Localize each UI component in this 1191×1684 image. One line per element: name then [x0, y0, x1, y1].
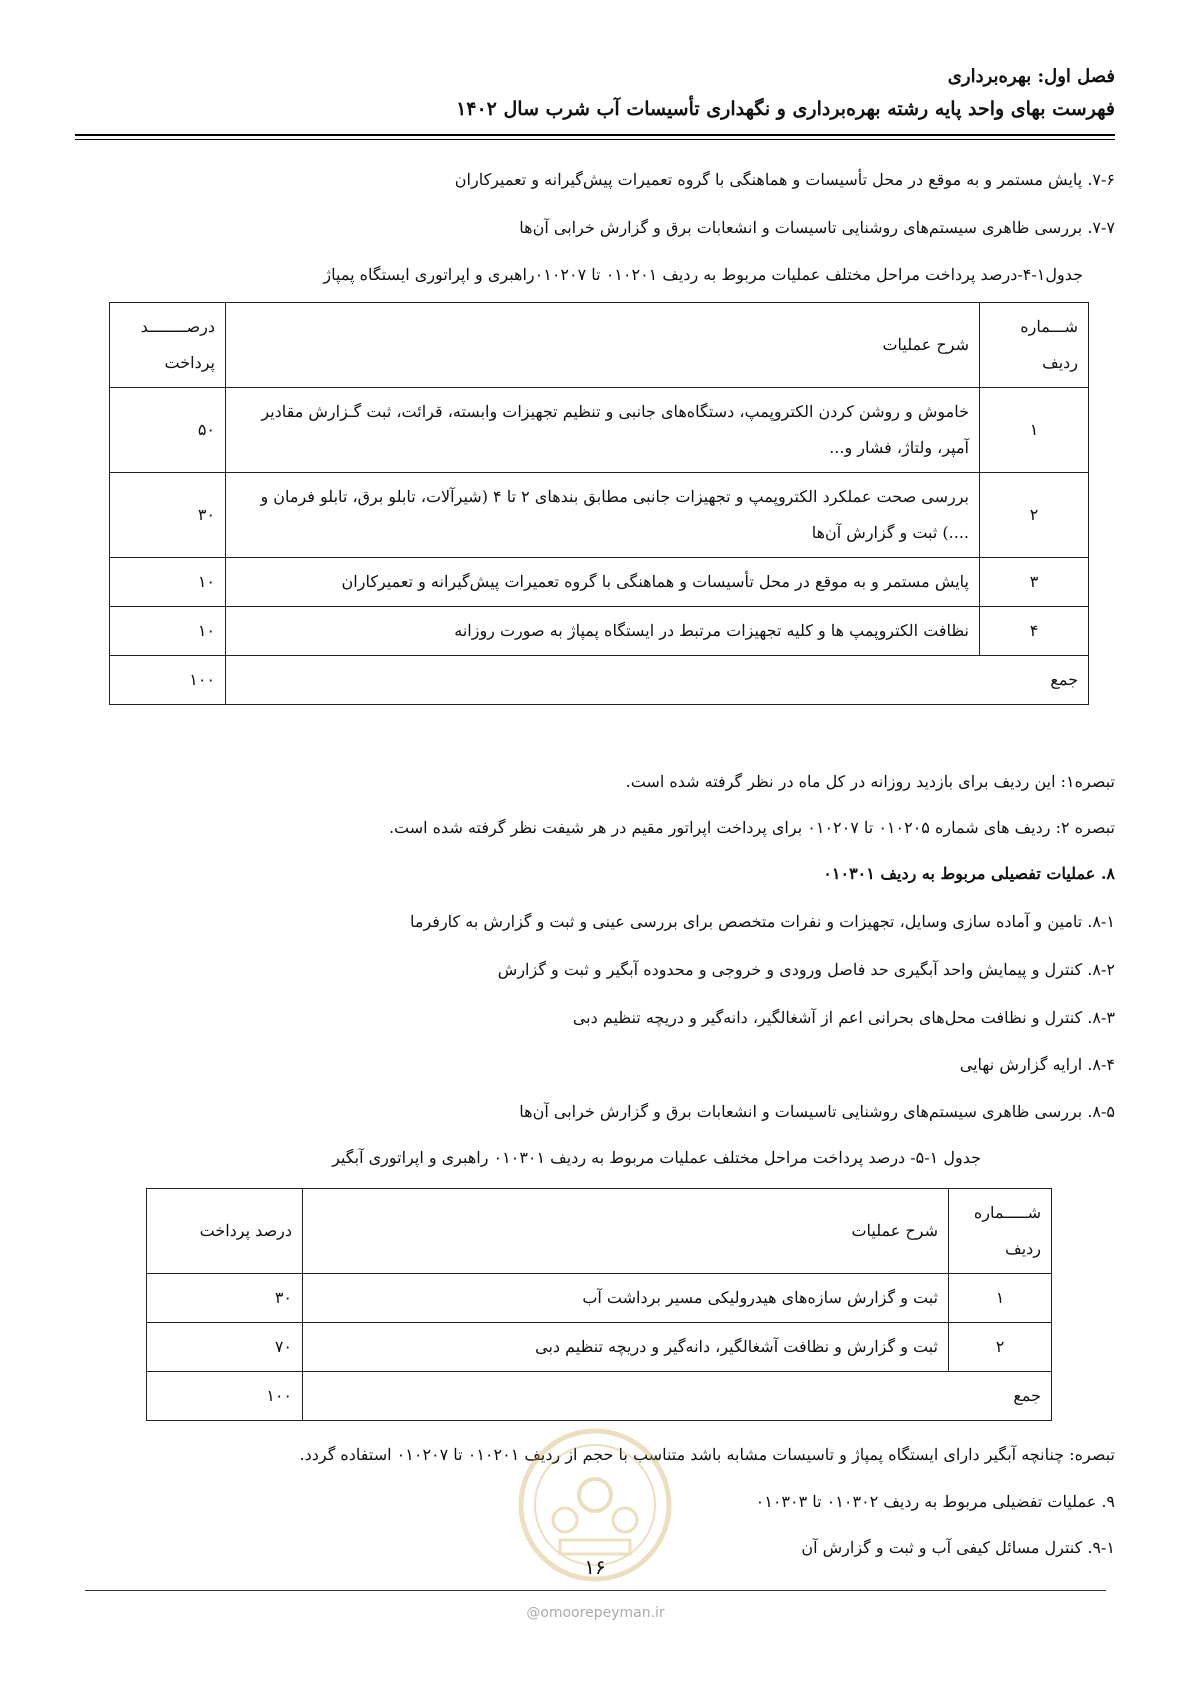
table-row [110, 558, 1089, 607]
header-row-number: شـــــماره ردیف [949, 1189, 1052, 1274]
note-2: تبصره ۲: ردیف های شماره ۰۱۰۲۰۵ تا ۰۱۰۲۰۷ برای پرداخت اپراتور مقیم در هر شیفت نظر گرفته شده است. [388, 818, 1115, 837]
section-9-title: ۹. عملیات تفضیلی مربوط به ردیف ۰۱۰۳۰۲ تا ۰۱۰۳۰۳ [755, 1492, 1115, 1511]
table-header-row [147, 1189, 1052, 1274]
item-8-3: ۸-۳. کنترل و نظافت محل‌های بحرانی اعم از آشغالگیر، دانه‌گیر و دریچه تنظیم دبی [572, 1008, 1115, 1027]
total-label: جمع [303, 1372, 1052, 1421]
header-rule [75, 134, 1115, 136]
row-number: ۲ [980, 473, 1089, 558]
table-row [147, 1323, 1052, 1372]
row-percent: ۱۰ [110, 558, 226, 607]
row-number: ۳ [980, 558, 1089, 607]
item-9-1: ۹-۱. کنترل مسائل کیفی آب و ثبت و گزارش آن [801, 1538, 1115, 1557]
item-7-7: ۷-۷. بررسی ظاهری سیستم‌های روشنایی تاسیسات و انشعابات برق و گزارش خرابی آن‌ها [519, 218, 1115, 237]
table-row [110, 607, 1089, 656]
item-8-2: ۸-۲. کنترل و پیمایش واحد آبگیری حد فاصل ورودی و خروجی و محدوده آبگیر و ثبت و گزارش [497, 960, 1115, 979]
table-total-row [147, 1372, 1052, 1421]
row-percent: ۵۰ [110, 388, 226, 473]
note-3: تبصره: چنانچه آبگیر دارای ایستگاه پمپاژ و تاسیسات مشابه باشد متناسب با حجم از ردیف ۰۱۰۲۰۱ تا ۰۱۰۲۰۷ استفاده گردد. [299, 1445, 1115, 1464]
header-percent: درصد پرداخت [147, 1189, 303, 1274]
table-row [147, 1274, 1052, 1323]
header-description: شرح عملیات [303, 1189, 949, 1274]
header-percent: درصــــــــد پرداخت [110, 303, 226, 388]
total-value: ۱۰۰ [110, 656, 226, 705]
row-number: ۱ [949, 1274, 1052, 1323]
footer-rule [85, 1590, 1106, 1591]
payment-table-intake [146, 1188, 1052, 1421]
chapter-title: فصل اول: بهره‌برداری [947, 66, 1115, 87]
row-description: نظافت الکتروپمپ ها و کلیه تجهیزات مرتبط در ایستگاه پمپاژ به صورت روزانه [226, 607, 980, 656]
item-8-5: ۸-۵. بررسی ظاهری سیستم‌های روشنایی تاسیسات و انشعابات برق و گزارش خرابی آن‌ها [519, 1102, 1115, 1121]
header-rule-thin [75, 139, 1115, 140]
table-header-row [110, 303, 1089, 388]
table-row [110, 388, 1089, 473]
table1-caption: جدول۱-۴-درصد پرداخت مراحل مختلف عملیات مربوط به ردیف ۰۱۰۲۰۱ تا ۰۱۰۲۰۷راهبری و اپراتوری ایستگاه پمپاژ [323, 265, 1083, 284]
item-8-4: ۸-۴. ارایه گزارش نهایی [959, 1055, 1115, 1074]
row-description: خاموش و روشن کردن الکتروپمپ، دستگاه‌های جانبی و تنظیم تجهیزات وابسته، قرائت، ثبت گـزارش مقادیر آمپر، ولتاژ، فشار و... [226, 388, 980, 473]
total-label: جمع [226, 656, 1089, 705]
page-number: ۱۶ [584, 1555, 606, 1579]
page-header [75, 62, 1115, 126]
row-description: پایش مستمر و به موقع در محل تأسیسات و هماهنگی با گروه تعمیرات پیش‌گیرانه و تعمیرکاران [226, 558, 980, 607]
row-number: ۱ [980, 388, 1089, 473]
row-description: ثبت و گزارش سازه‌های هیدرولیکی مسیر برداشت آب [303, 1274, 949, 1323]
row-percent: ۳۰ [110, 473, 226, 558]
item-8-1: ۸-۱. تامین و آماده سازی وسایل، تجهیزات و نفرات متخصص برای بررسی عینی و ثبت و گزارش به کارفرما [410, 912, 1115, 931]
header-description: شرح عملیات [226, 303, 980, 388]
payment-table-pumping [109, 302, 1089, 705]
row-percent: ۱۰ [110, 607, 226, 656]
row-percent: ۷۰ [147, 1323, 303, 1372]
table-total-row [110, 656, 1089, 705]
row-description: بررسی صحت عملکرد الکتروپمپ و تجهیزات جانبی مطابق بندهای ۲ تا ۴ (شیرآلات، تابلو برق، تابلو فرمان و ....) ثبت و گزارش آن‌ها [226, 473, 980, 558]
row-number: ۴ [980, 607, 1089, 656]
item-7-6: ۷-۶. پایش مستمر و به موقع در محل تأسیسات و هماهنگی با گروه تعمیرات پیش‌گیرانه و تعمیرکاران [454, 170, 1115, 189]
table-row [110, 473, 1089, 558]
row-number: ۲ [949, 1323, 1052, 1372]
row-description: ثبت و گزارش و نظافت آشغالگیر، دانه‌گیر و دریچه تنظیم دبی [303, 1323, 949, 1372]
note-1: تبصره۱: این ردیف برای بازدید روزانه در کل ماه در نظر گرفته شده است. [625, 772, 1115, 791]
total-value: ۱۰۰ [147, 1372, 303, 1421]
row-percent: ۳۰ [147, 1274, 303, 1323]
header-row-number: شـــماره ردیف [980, 303, 1089, 388]
document-title: فهرست بهای واحد پایه رشته بهره‌برداری و نگهداری تأسیسات آب شرب سال ۱۴۰۲ [456, 98, 1115, 120]
table2-caption: جدول ۱-۵- درصد پرداخت مراحل مختلف عملیات مربوط به ردیف ۰۱۰۳۰۱ راهبری و اپراتوری آبگیر [332, 1148, 981, 1167]
section-8-title: ۸. عملیات تفصیلی مربوط به ردیف ۰۱۰۳۰۱ [823, 864, 1115, 883]
footer-website: @omoorepeyman.ir [526, 1605, 665, 1621]
